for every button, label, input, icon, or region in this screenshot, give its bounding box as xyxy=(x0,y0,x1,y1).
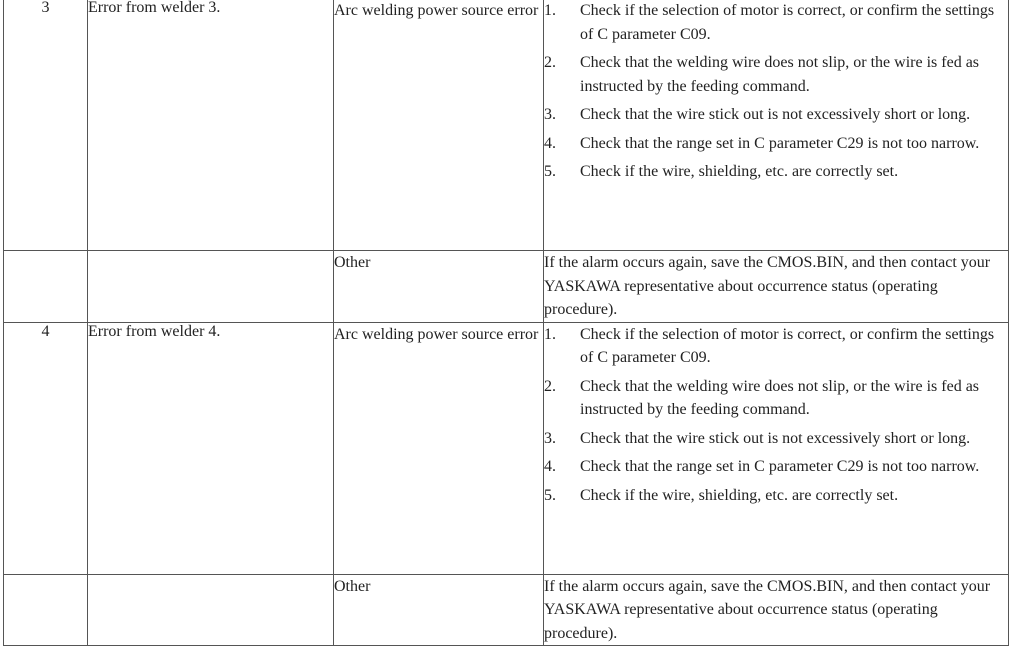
remedy-cell xyxy=(544,322,1009,574)
sub-code-cell xyxy=(4,574,88,646)
step-text: Check if the wire, shielding, etc. are correctly set. xyxy=(580,486,899,504)
step-number: 5. xyxy=(544,486,556,504)
table-row xyxy=(4,251,1009,323)
step-number: 3. xyxy=(544,429,556,447)
remedy-step xyxy=(544,103,1008,127)
step-number: 1. xyxy=(544,325,556,343)
cause-cell: Arc welding power source error xyxy=(334,0,544,251)
remedy-step xyxy=(544,455,1008,479)
alarm-table-container xyxy=(3,0,1008,646)
remedy-step xyxy=(544,375,1008,422)
cause-cell: Arc welding power source error xyxy=(334,322,544,574)
remedy-cell: If the alarm occurs again, save the CMOS.BIN, and then contact your YASKAWA representative about occurrence status (operating procedure). xyxy=(544,251,1009,323)
remedy-steps xyxy=(544,0,1008,184)
table-row xyxy=(4,322,1009,574)
alarm-name-cell xyxy=(88,251,334,323)
step-text: Check that the range set in C parameter C29 is not too narrow. xyxy=(580,134,980,152)
step-number: 2. xyxy=(544,377,556,395)
remedy-step xyxy=(544,0,1008,46)
remedy-cell xyxy=(544,0,1009,251)
remedy-step xyxy=(544,323,1008,370)
remedy-step xyxy=(544,427,1008,451)
sub-code-cell: 4 xyxy=(4,322,88,574)
remedy-cell: If the alarm occurs again, save the CMOS.BIN, and then contact your YASKAWA representative about occurrence status (operating procedure). xyxy=(544,574,1009,646)
step-text: Check if the wire, shielding, etc. are correctly set. xyxy=(580,163,899,180)
step-number: 5. xyxy=(544,163,556,180)
step-number: 3. xyxy=(544,106,556,123)
step-text: Check that the range set in C parameter C29 is not too narrow. xyxy=(580,458,980,475)
step-number: 2. xyxy=(544,54,556,71)
step-text: Check that the wire stick out is not excessively short or long. xyxy=(580,106,971,123)
remedy-step xyxy=(544,51,1008,98)
step-text: Check that the welding wire does not slip, or the wire is fed as instructed by the feeding command. xyxy=(580,54,980,95)
step-text: Check if the selection of motor is correct, or confirm the settings of C parameter C09. xyxy=(580,2,995,43)
table-row xyxy=(4,0,1009,251)
remedy-step xyxy=(544,484,1008,508)
step-number: 1. xyxy=(544,2,556,19)
table-row xyxy=(4,574,1009,646)
step-text: Check that the wire stick out is not excessively short or long. xyxy=(580,429,971,447)
cause-cell: Other xyxy=(334,574,544,646)
step-number: 4. xyxy=(544,134,556,152)
remedy-step xyxy=(544,132,1008,156)
alarm-name-cell xyxy=(88,574,334,646)
sub-code-cell xyxy=(4,251,88,323)
cause-cell: Other xyxy=(334,251,544,323)
alarm-name-cell: Error from welder 3. xyxy=(88,0,334,251)
sub-code-cell: 3 xyxy=(4,0,88,251)
step-number: 4. xyxy=(544,458,556,475)
alarm-name-cell: Error from welder 4. xyxy=(88,322,334,574)
alarm-table xyxy=(3,0,1009,646)
step-text: Check if the selection of motor is correct, or confirm the settings of C parameter C09. xyxy=(580,325,995,366)
step-text: Check that the welding wire does not slip, or the wire is fed as instructed by the feeding command. xyxy=(580,377,980,418)
remedy-step xyxy=(544,160,1008,184)
remedy-steps xyxy=(544,323,1008,508)
